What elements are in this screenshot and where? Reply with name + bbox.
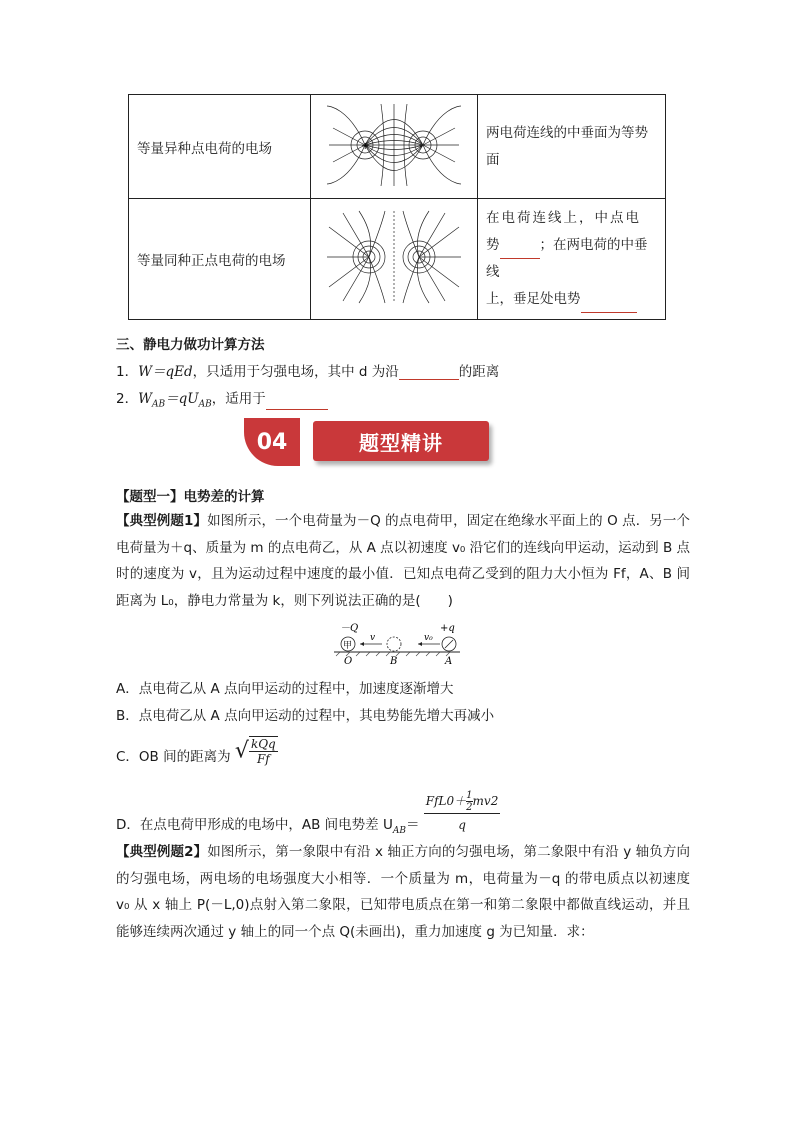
charge-b-position bbox=[387, 637, 401, 651]
answer-blank[interactable] bbox=[581, 296, 637, 313]
fraction bbox=[249, 736, 278, 766]
example-text: 如图所示，一个电荷量为－Q 的点电荷甲，固定在绝缘水平面上的 O 点．另一个电荷量为＋q、质量为 m 的点电荷乙，从 A 点以初速度 v₀ 沿它们的连线向甲运动，运动到 B 点时的速度为 v，且为运动过程中速度的最小值．已知点电荷乙受到的阻力大小恒为 Ff，A、B 间距离为 L₀，静电力常量为 k，则下列说法正确的是( ) bbox=[116, 513, 690, 609]
charge-q-plus-label: +q bbox=[440, 623, 455, 634]
expr-part: FfL0＋ bbox=[425, 794, 467, 808]
table-row-label: 等量同种正点电荷的电场 bbox=[129, 199, 311, 320]
section-title-badge: 题型精讲 bbox=[313, 421, 489, 461]
like-charges-field-figure bbox=[311, 199, 478, 320]
option-d[interactable] bbox=[116, 782, 500, 836]
fraction-num: kQq bbox=[250, 737, 276, 751]
half-num: 1 bbox=[466, 790, 473, 801]
sqrt-expression bbox=[235, 736, 278, 766]
answer-blank[interactable] bbox=[500, 242, 540, 259]
half-den: 2 bbox=[466, 802, 473, 813]
fraction-den: q bbox=[458, 818, 466, 832]
desc-line bbox=[486, 232, 657, 286]
desc-line: 在电荷连线上，中点电 bbox=[486, 210, 641, 226]
formula: W bbox=[138, 391, 152, 407]
example-2 bbox=[116, 839, 690, 945]
section-number-badge: 04 bbox=[244, 418, 300, 466]
item-text: 的距离 bbox=[458, 364, 500, 380]
option-eq: ＝ bbox=[405, 817, 420, 833]
charge-yi-mark bbox=[445, 640, 453, 648]
formula-line-2 bbox=[116, 387, 328, 410]
option-text: C．OB 间的距离为 bbox=[116, 749, 231, 765]
option-a[interactable]: A．点电荷乙从 A 点向甲运动的过程中，加速度逐渐增大 bbox=[116, 681, 454, 697]
desc-text: 上，垂足处电势 bbox=[486, 291, 581, 307]
option-b[interactable]: B．点电荷乙从 A 点向甲运动的过程中，其电势能先增大再减小 bbox=[116, 708, 495, 724]
desc-line bbox=[486, 286, 657, 313]
charge-jia-label: 甲 bbox=[343, 641, 353, 651]
charge-q-minus-label: －Q bbox=[340, 623, 359, 634]
item-number: 1． bbox=[116, 364, 139, 380]
like-charges-field-icon bbox=[319, 207, 469, 307]
opposite-charges-field-figure bbox=[311, 95, 478, 199]
example-tag: 【典型例题2】 bbox=[116, 844, 208, 860]
answer-blank[interactable] bbox=[266, 393, 328, 410]
svg-text:+: + bbox=[361, 140, 370, 152]
point-b-label: B bbox=[390, 656, 398, 666]
option-text: D．在点电荷甲形成的电场中，AB 间电势差 U bbox=[116, 817, 393, 833]
svg-text:-: - bbox=[419, 140, 423, 152]
point-a-label: A bbox=[445, 656, 453, 666]
desc-text: 势 bbox=[486, 237, 500, 253]
opposite-charges-field-icon bbox=[319, 98, 469, 192]
item-number: 2． bbox=[116, 391, 139, 407]
formula-line-1 bbox=[116, 360, 499, 380]
answer-blank[interactable] bbox=[399, 363, 459, 380]
formula-sub: AB bbox=[151, 399, 166, 410]
fraction-den: Ff bbox=[256, 752, 270, 766]
table-row-desc: 两电荷连线的中垂面为等势面 bbox=[478, 95, 666, 199]
velocity-label: v bbox=[370, 633, 376, 643]
example-text: 如图所示，第一象限中有沿 x 轴正方向的匀强电场，第二象限中有沿 y 轴负方向的匀强电场，两电场的电场强度大小相等．一个质量为 m，电荷量为－q 的带电质点以初速度 v₀ 从 x 轴上 P(－L,0)点射入第二象限，已知带电质点在第一和第二象限中都做直线运动，并且能够连续两次通过 y 轴上的同一个点 Q(未画出)，重力加速度 g 为已知量．求： bbox=[116, 844, 690, 940]
formula: W＝qEd bbox=[138, 364, 193, 380]
arrow-head-icon bbox=[360, 642, 364, 646]
option-sub: AB bbox=[392, 825, 406, 836]
table-row-label: 等量异种点电荷的电场 bbox=[129, 95, 311, 199]
charges-on-surface-figure bbox=[332, 620, 462, 666]
expr-part: mv2 bbox=[472, 794, 499, 808]
item-text: ，适用于 bbox=[211, 391, 266, 407]
option-c[interactable] bbox=[116, 737, 278, 772]
example-1 bbox=[116, 508, 690, 614]
formula-sub: AB bbox=[198, 399, 212, 410]
example-tag: 【典型例题1】 bbox=[116, 513, 208, 529]
fraction bbox=[424, 790, 501, 832]
arrow-head-icon bbox=[418, 642, 422, 646]
desc-text: ；在两电荷的中垂线 bbox=[486, 237, 648, 280]
table-row-desc bbox=[478, 199, 666, 320]
point-o-label: O bbox=[344, 656, 353, 666]
fraction-num bbox=[424, 790, 501, 814]
section-heading: 三、静电力做功计算方法 bbox=[116, 337, 265, 353]
type-heading: 【题型一】电势差的计算 bbox=[116, 489, 265, 505]
formula: ＝qU bbox=[165, 391, 199, 407]
sqrt-icon: √ bbox=[234, 738, 249, 764]
velocity-label: v₀ bbox=[424, 633, 433, 643]
item-text: ，只适用于匀强电场，其中 d 为沿 bbox=[192, 364, 399, 380]
field-table bbox=[128, 94, 666, 320]
